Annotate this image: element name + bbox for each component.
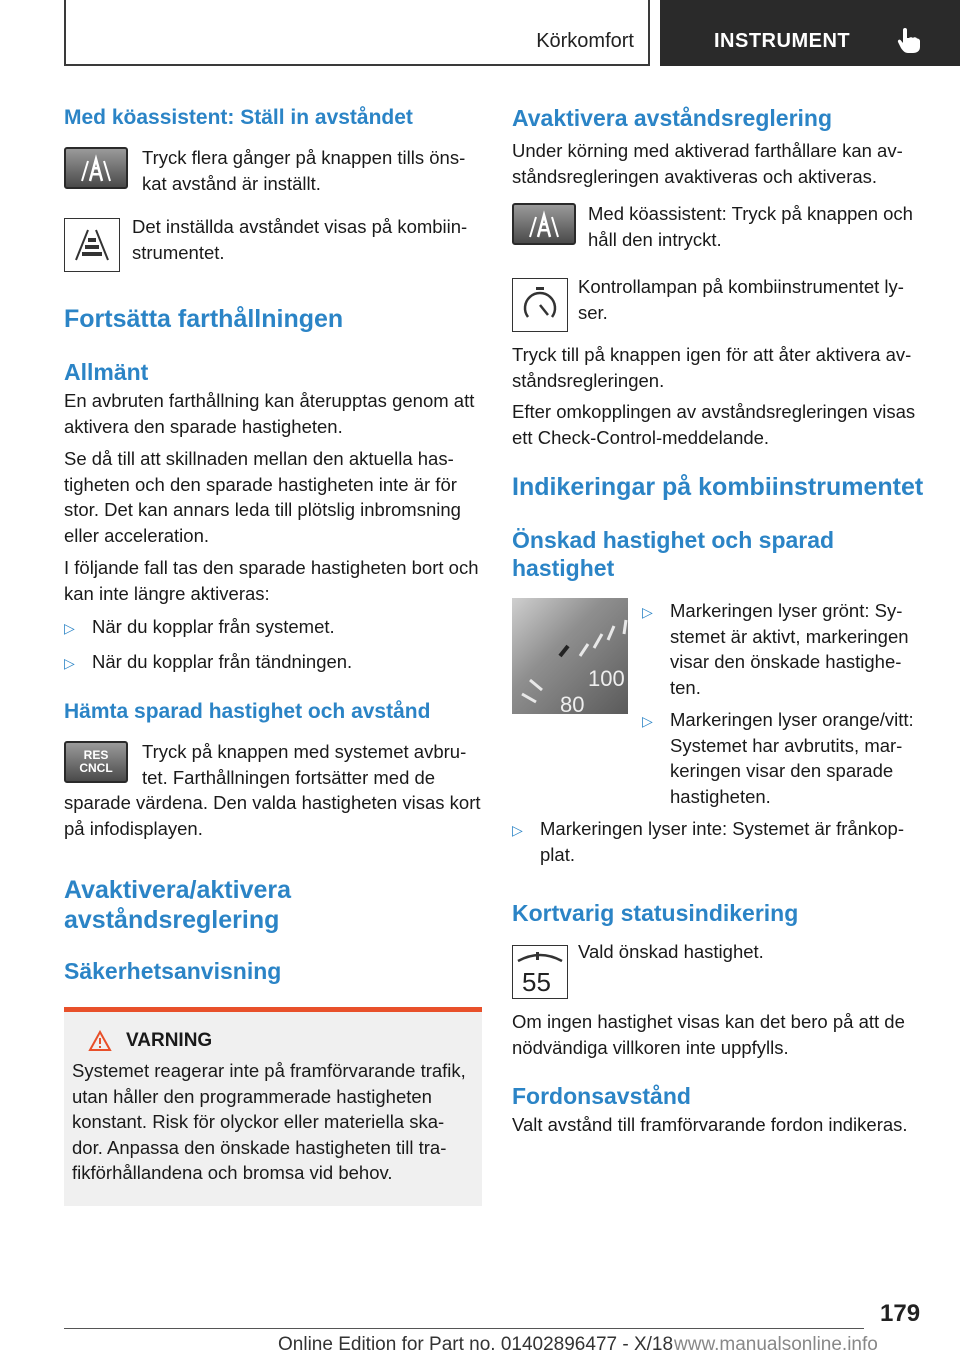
text-distance-2: Det inställda avståndet visas på kombiin-strumentet.	[132, 216, 468, 263]
warning-title: VARNING	[88, 1030, 474, 1052]
text-deactivate-3: Kontrollampan på kombiinstrumentet ly-ser.	[578, 276, 904, 323]
heading-vehicle-distance: Fordonsavstånd	[512, 1083, 691, 1109]
page-header	[0, 0, 960, 66]
page-number: 179	[880, 1300, 921, 1327]
retrieve-block	[64, 739, 482, 841]
desired-speed-list	[642, 598, 930, 809]
footer-edition: Online Edition for Part no. 01402896477 - X/18	[278, 1334, 674, 1355]
distance-display-row	[64, 214, 482, 272]
speedo-label-100: 100	[588, 666, 625, 691]
bullet-triangle-icon: ▷	[642, 713, 653, 729]
heading-indications: Indikeringar på kombiinstrumentet	[512, 473, 924, 501]
speed-marker-row	[512, 939, 930, 999]
distance-button-icon	[64, 147, 128, 189]
text-general-1: En avbruten farthållning kan återupptas genom att aktivera den sparade hastigheten.	[64, 390, 475, 437]
svg-text:55: 55	[522, 967, 551, 997]
heading-safety: Säkerhetsanvisning	[64, 958, 282, 984]
text-deactivate-4: Tryck till på knappen igen för att åter aktivera av-ståndsregleringen.	[512, 344, 912, 391]
heading-deactivate-distance: Avaktivera avståndsreglering	[512, 105, 833, 131]
list-item: ▷ När du kopplar från tändningen.	[64, 649, 482, 677]
text-deactivate-2: Med köassistent: Tryck på knappen och håll den intryckt.	[588, 203, 913, 250]
heading-set-distance: Med köassistent: Ställ in avståndet	[64, 106, 413, 129]
warning-text: Systemet reagerar inte på framförvarande trafik, utan håller den programmerade hastigheten konstant. Risk för olyckor eller materiella ska-dor. Anpassa den önskade hastigheten till tra-fikförhållandena och bromsa vid behov.	[72, 1060, 466, 1183]
text-retrieve: Tryck på knappen med systemet avbru-tet. Farthållningen fortsätter med de sparade värdena. Den valda hastigheten visas kort på infodisplayen.	[64, 741, 481, 839]
tab-korkomfort-label: Körkomfort	[536, 30, 634, 52]
warning-triangle-icon	[88, 1030, 112, 1052]
warning-box	[64, 1007, 482, 1206]
footer-watermark: www.manualsonline.info	[674, 1334, 878, 1355]
text-short-2: Om ingen hastighet visas kan det bero på att de nödvändiga villkoren inte uppfylls.	[512, 1011, 905, 1058]
pointing-hand-icon	[896, 26, 922, 54]
distance-display-icon	[64, 218, 120, 272]
deactivate-button-row	[512, 201, 930, 252]
lamp-row	[512, 274, 930, 332]
distance-button-icon	[512, 203, 576, 245]
heading-continue-cruise: Fortsätta farthållningen	[64, 305, 344, 333]
text-deactivate-1: Under körning med aktiverad farthållare kan av-ståndsregleringen avaktiveras och aktiveras.	[512, 140, 903, 187]
right-column	[512, 100, 930, 1138]
tab-korkomfort[interactable]	[64, 0, 650, 66]
indicator-lamp-icon	[512, 278, 568, 332]
bullet-triangle-icon: ▷	[642, 604, 653, 620]
desired-speed-block	[512, 598, 930, 809]
speed-marker-icon	[512, 945, 568, 999]
text-vehicle: Valt avstånd till framförvarande fordon indikeras.	[512, 1114, 908, 1135]
list-item: ▷ Markeringen lyser grönt: Sy-stemet är aktivt, markeringen visar den önskade hastighe-ten.	[642, 598, 930, 700]
left-column	[64, 100, 482, 1206]
list-item: ▷ Markeringen lyser inte: Systemet är frånkop-plat.	[512, 816, 930, 867]
bullet-triangle-icon: ▷	[64, 620, 75, 636]
tab-instrument[interactable]	[660, 0, 960, 66]
footer-divider	[64, 1328, 864, 1329]
heading-short-status: Kortvarig statusindikering	[512, 900, 799, 926]
tab-instrument-label: INSTRUMENT	[714, 30, 851, 52]
speedometer-image	[512, 598, 628, 714]
list-item: ▷ Markeringen lyser orange/vitt: Systemet har avbrutits, mar-keringen visar den sparade hastigheten.	[642, 707, 930, 809]
heading-toggle-distance: Avaktivera/aktivera avståndsreglering	[64, 876, 292, 934]
heading-desired-speed: Önskad hastighet och sparad hastighet	[512, 527, 835, 581]
text-short-1: Vald önskad hastighet.	[578, 941, 764, 962]
text-deactivate-5: Efter omkopplingen av avståndsregleringen visas ett Check-Control-meddelande.	[512, 401, 916, 448]
list-item: ▷ När du kopplar från systemet.	[64, 614, 482, 642]
speedo-label-80: 80	[560, 692, 585, 714]
text-general-3: I följande fall tas den sparade hastigheten bort och kan inte längre aktiveras:	[64, 557, 479, 604]
res-cncl-button-icon: RES CNCL	[64, 741, 128, 783]
text-distance-1: Tryck flera gånger på knappen tills öns-kat avstånd är inställt.	[142, 147, 466, 194]
bullet-triangle-icon: ▷	[512, 822, 523, 838]
bullet-triangle-icon: ▷	[64, 654, 75, 671]
heading-general: Allmänt	[64, 359, 149, 385]
distance-button-row	[64, 145, 482, 196]
heading-retrieve-speed: Hämta sparad hastighet och avstånd	[64, 700, 431, 723]
text-general-2: Se då till att skillnaden mellan den aktuella has-tigheten och den sparade hastigheten inte är för stor. Det kan annars leda till plötslig inbromsning eller acceleration.	[64, 448, 461, 546]
